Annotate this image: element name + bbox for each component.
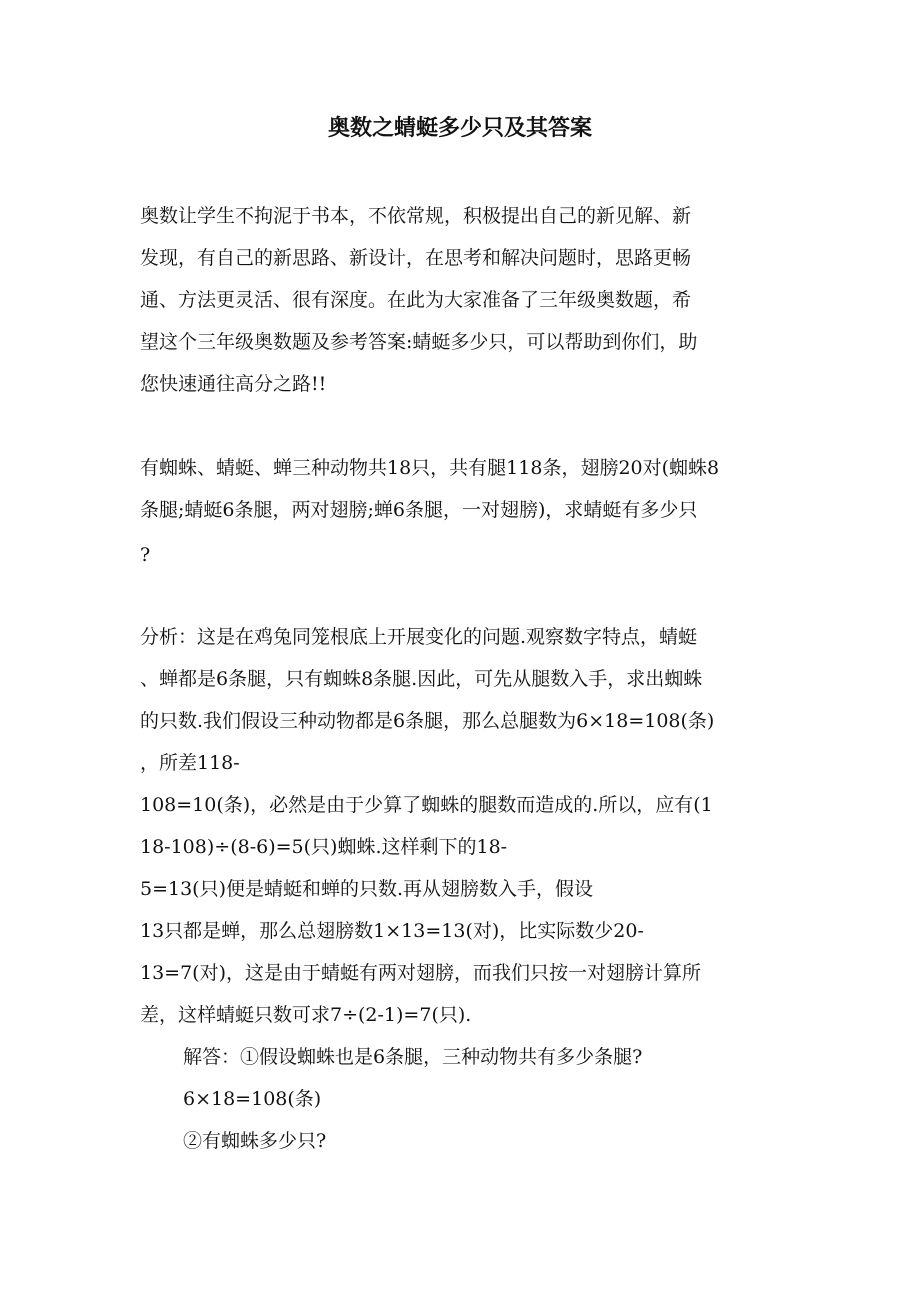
- intro-line-4: 望这个三年级奥数题及参考答案:蜻蜓多少只，可以帮助到你们，助: [140, 331, 698, 353]
- answer-line-3: ②有蜘蛛多少只?: [183, 1130, 327, 1152]
- intro-line-2: 发现，有自己的新思路、新设计，在思考和解决问题时，思路更畅: [140, 247, 692, 269]
- page-title: 奥数之蜻蜓多少只及其答案: [327, 115, 592, 141]
- analysis-line-4: ，所差118-: [140, 752, 240, 774]
- analysis-line-10: 差，这样蜻蜓只数可求7÷(2-1)=7(只).: [140, 1004, 472, 1026]
- analysis-line-6: 18-108)÷(8-6)=5(只)蜘蛛.这样剩下的18-: [140, 836, 508, 858]
- problem-line-1: 有蜘蛛、蜻蜓、蝉三种动物共18只，共有腿118条，翅膀20对(蜘蛛8: [140, 457, 720, 479]
- analysis-line-9: 13=7(对)，这是由于蜻蜓有两对翅膀，而我们只按一对翅膀计算所: [140, 962, 702, 984]
- problem-line-3: ?: [140, 544, 151, 566]
- analysis-line-2: 、蝉都是6条腿，只有蜘蛛8条腿.因此，可先从腿数入手，求出蜘蛛: [140, 668, 703, 690]
- intro-line-3: 通、方法更灵活、很有深度。在此为大家准备了三年级奥数题，希: [140, 289, 692, 311]
- intro-line-1: 奥数让学生不拘泥于书本，不依常规，积极提出自己的新见解、新: [140, 205, 692, 227]
- problem-line-2: 条腿;蜻蜓6条腿，两对翅膀;蝉6条腿，一对翅膀)，求蜻蜓有多少只: [140, 499, 698, 521]
- intro-line-5: 您快速通往高分之路!!: [140, 373, 327, 395]
- analysis-line-7: 5=13(只)便是蜻蜓和蝉的只数.再从翅膀数入手，假设: [140, 878, 594, 900]
- answer-line-2: 6×18=108(条): [183, 1088, 322, 1110]
- analysis-line-3: 的只数.我们假设三种动物都是6条腿，那么总腿数为6×18=108(条): [140, 710, 715, 732]
- analysis-line-8: 13只都是蝉，那么总翅膀数1×13=13(对)，比实际数少20-: [140, 920, 644, 942]
- analysis-line-5: 108=10(条)，必然是由于少算了蜘蛛的腿数而造成的.所以，应有(1: [140, 794, 713, 816]
- analysis-line-1: 分析：这是在鸡兔同笼根底上开展变化的问题.观察数字特点，蜻蜓: [140, 626, 698, 648]
- answer-line-1: 解答：①假设蜘蛛也是6条腿，三种动物共有多少条腿?: [183, 1046, 643, 1068]
